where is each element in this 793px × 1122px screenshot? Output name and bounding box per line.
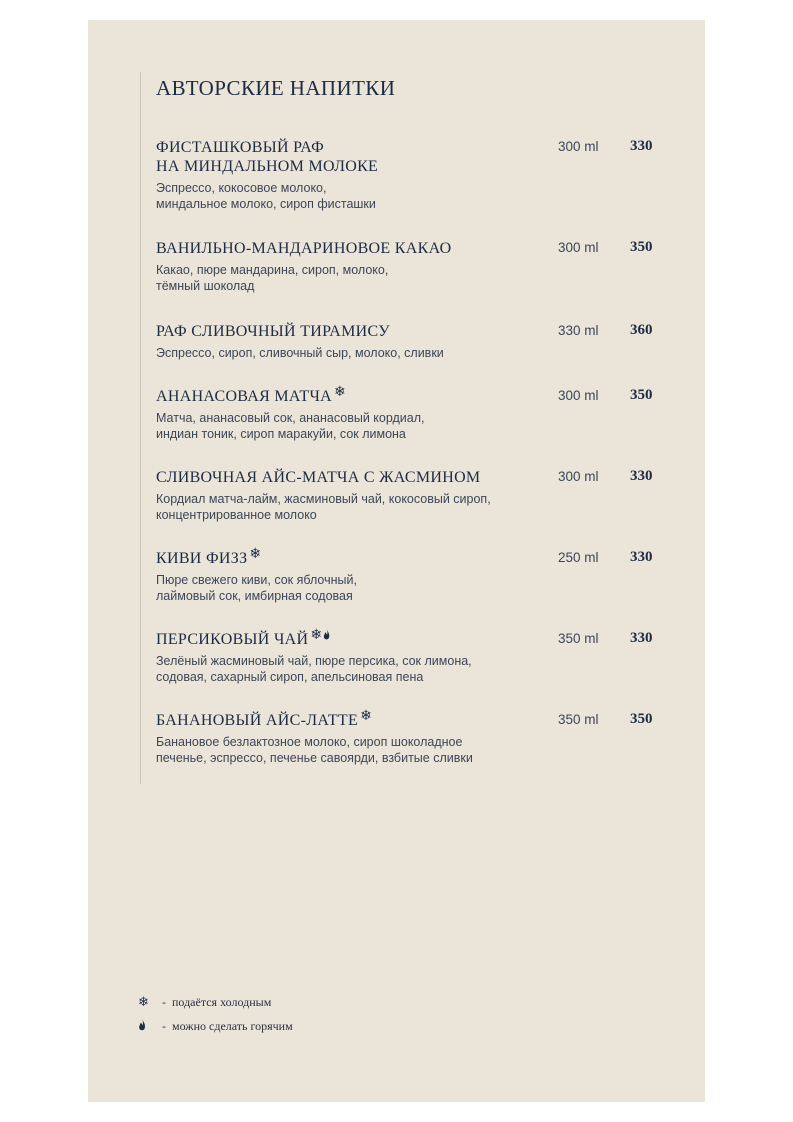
snowflake-icon: ❄ (360, 709, 373, 724)
item-name-row (156, 549, 536, 568)
snowflake-icon: ❄ (334, 385, 347, 400)
item-price: 350 (630, 387, 653, 403)
legend-dash: - (162, 1019, 166, 1033)
item-volume: 330 ml (558, 323, 599, 338)
item-volume: 350 ml (558, 631, 599, 646)
menu-page (88, 20, 705, 1102)
item-name: ПЕРСИКОВЫЙ ЧАЙ (156, 631, 309, 648)
menu-item (156, 630, 676, 685)
item-price: 330 (630, 468, 653, 484)
item-volume: 300 ml (558, 388, 599, 403)
item-name: РАФ СЛИВОЧНЫЙ ТИРАМИСУ (156, 323, 390, 340)
snowflake-icon: ❄ (310, 628, 323, 643)
menu-item (156, 322, 676, 361)
legend-dash: - (162, 995, 166, 1009)
item-name: БАНАНОВЫЙ АЙС-ЛАТТЕ (156, 712, 359, 729)
menu-item (156, 549, 676, 604)
item-description: Зелёный жасминовый чай, пюре персика, сок лимона, содовая, сахарный сироп, апельсиновая пена (156, 654, 472, 684)
flame-icon (138, 1017, 156, 1034)
item-volume: 250 ml (558, 550, 599, 565)
item-description: Матча, ананасовый сок, ананасовый кордиал, индиан тоник, сироп маракуйи, сок лимона (156, 411, 425, 441)
item-name: СЛИВОЧНАЯ АЙС-МАТЧА С ЖАСМИНОМ (156, 469, 481, 486)
item-price: 330 (630, 630, 653, 646)
menu-item (156, 468, 676, 523)
item-price: 330 (630, 549, 653, 565)
section-title: АВТОРСКИЕ НАПИТКИ (156, 76, 396, 100)
legend-cold-text: подаётся холодным (172, 995, 272, 1009)
item-name: АНАНАСОВАЯ МАТЧА (156, 388, 332, 405)
item-description: Кордиал матча-лайм, жасминовый чай, кокосовый сироп, концентрированное молоко (156, 492, 491, 522)
item-name: ВАНИЛЬНО-МАНДАРИНОВОЕ КАКАО (156, 240, 452, 257)
item-description: Эспрессо, сироп, сливочный сыр, молоко, сливки (156, 346, 444, 360)
item-price: 350 (630, 711, 653, 727)
legend-hot (138, 1017, 293, 1034)
item-description: Пюре свежего киви, сок яблочный, лаймовый сок, имбирная содовая (156, 573, 357, 603)
legend-cold (138, 994, 271, 1010)
snowflake-icon: ❄ (138, 994, 149, 1009)
item-name: ФИСТАШКОВЫЙ РАФ НА МИНДАЛЬНОМ МОЛОКЕ (156, 139, 379, 175)
menu-item (156, 711, 676, 766)
menu-item (156, 239, 676, 294)
vertical-divider (140, 72, 141, 784)
item-name-row (156, 630, 536, 649)
snowflake-icon: ❄ (249, 547, 262, 562)
item-price: 360 (630, 322, 653, 338)
menu-item (156, 387, 676, 442)
item-price: 330 (630, 138, 653, 154)
item-description: Какао, пюре мандарина, сироп, молоко, тёмный шоколад (156, 263, 389, 293)
item-price: 350 (630, 239, 653, 255)
item-name: КИВИ ФИЗЗ (156, 550, 248, 567)
item-name-row (156, 387, 536, 406)
item-volume: 350 ml (558, 712, 599, 727)
item-volume: 300 ml (558, 240, 599, 255)
item-volume: 300 ml (558, 469, 599, 484)
menu-item (156, 138, 676, 212)
flame-icon (323, 629, 330, 641)
item-name-row (156, 711, 536, 730)
item-volume: 300 ml (558, 139, 599, 154)
legend-hot-text: можно сделать горячим (172, 1019, 293, 1033)
item-description: Эспрессо, кокосовое молоко, миндальное молоко, сироп фисташки (156, 181, 376, 211)
item-description: Банановое безлактозное молоко, сироп шоколадное печенье, эспрессо, печенье савоярди, взбитые сливки (156, 735, 473, 765)
